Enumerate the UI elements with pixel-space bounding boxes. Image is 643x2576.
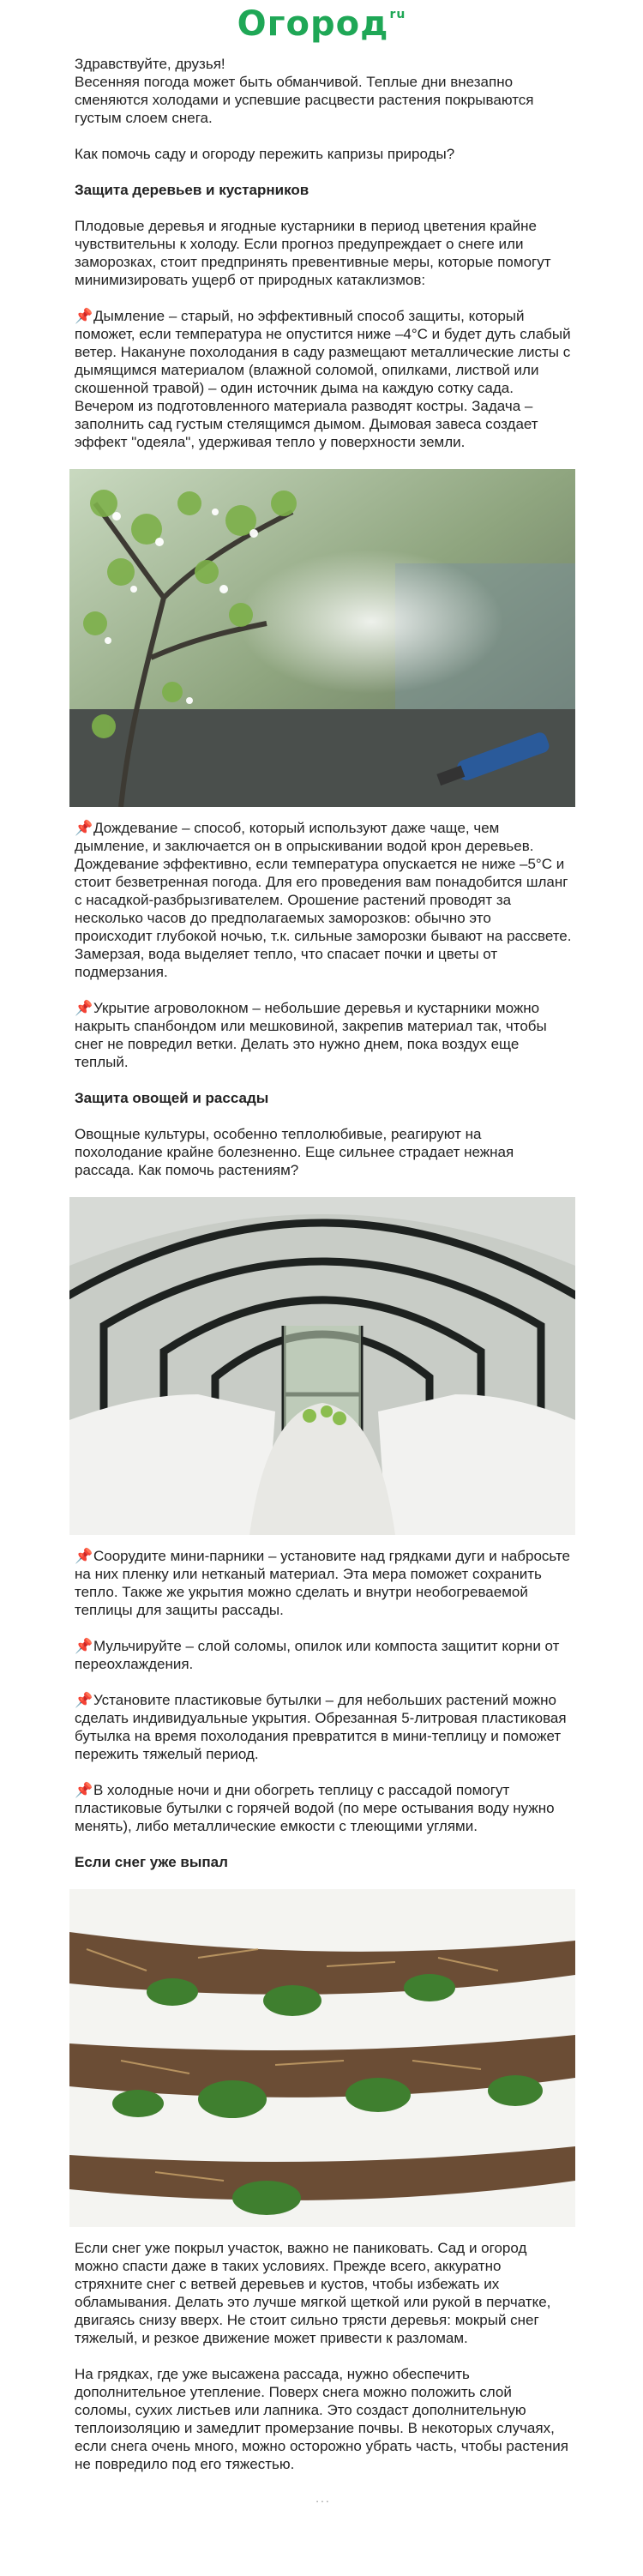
pushpin-icon: 📌 (75, 1548, 93, 1564)
pushpin-icon: 📌 (75, 1638, 93, 1654)
article-body (0, 48, 643, 2505)
pushpin-icon: 📌 (75, 1000, 93, 1016)
snow-p2: На грядках, где уже высажена рассада, нужно обеспечить дополнительное утепление. Поверх снега можно положить слой соломы, сухих листьев или лапника. Это создаст дополнительную теплоизоляцию и замедлит промерзание почвы. В некоторых случаях, если снега очень много, можно осторожно убрать часть, чтобы растения не повредило под его тяжестью. (75, 2366, 568, 2472)
logo-text: Огород (237, 4, 389, 44)
section-heading-trees: Защита деревьев и кустарников (75, 182, 309, 198)
section-heading-snow: Если снег уже выпал (75, 1854, 228, 1870)
tip-cover (75, 999, 572, 1071)
snowy-seedlings-photo (69, 1889, 575, 2227)
site-logo[interactable] (237, 4, 406, 44)
pushpin-icon: 📌 (75, 1782, 93, 1798)
pushpin-icon: 📌 (75, 820, 93, 836)
tip-bottles-text: Установите пластиковые бутылки – для небольших растений можно сделать индивидуальные укрытия. Обрезанная 5-литровая пластиковая бутылка на время похолодания превратится в мини-теплицу и поможет пережить тяжелый период. (75, 1692, 567, 1762)
tip-mulch (75, 1637, 572, 1673)
pushpin-icon: 📌 (75, 1692, 93, 1708)
tip-rain-text: Дождевание – способ, который используют даже чаще, чем дымление, и заключается он в опрыскивании водой крон деревьев. Дождевание эффективно, если температура опускается не ниже –5°С и стоит безветренная погода. Для его проведения вам понадобится шланг с насадкой-разбрызгивателем. Орошение растений проводят за несколько часов до предполагаемых заморозков: обычно это происходит глубокой ночью, т.к. сильные заморозки бывают на рассвете. Замерзая, вода выделяет тепло, что спасает почки и цветы от подмерзания. (75, 820, 572, 980)
tip-smoke-text: Дымление – старый, но эффективный способ защиты, который поможет, если температура не опустится ниже –4°С и будет дуть слабый ветер. Накануне похолодания в саду размещают металлические листы с дымящимся материалом (влажной соломой, опилками, листвой или скошенной травой) – один источник дыма на каждую сотку сада. Вечером из подготовленного материала разводят костры. Задача – заполнить сад густым стелящимся дымом. Дымовая завеса создает эффект "одеяла", удерживая тепло у поверхности земли. (75, 308, 571, 450)
tip-heat (75, 1781, 572, 1835)
sprinkler-photo (69, 469, 575, 807)
veg-intro: Овощные культуры, особенно теплолюбивые, реагируют на похолодание крайне болезненно. Еще сильнее страдает нежная рассада. Как помочь растениям? (75, 1126, 514, 1178)
logo-tld: ru (389, 8, 406, 21)
pushpin-icon: 📌 (75, 308, 93, 324)
greeting: Здравствуйте, друзья! (75, 56, 225, 72)
tip-smoke (75, 307, 572, 451)
tip-rain (75, 819, 572, 981)
trees-intro: Плодовые деревья и ягодные кустарники в период цветения крайне чувствительны к холоду. Если прогноз предупреждает о снеге или заморозках, стоит предпринять превентивные меры, которые помогут минимизировать ущерб от природных катаклизмов: (75, 218, 551, 288)
tip-cover-text: Укрытие агроволокном – небольшие деревья и кустарники можно накрыть спанбондом или мешковиной, закрепив материал так, чтобы снег не повредил ветки. Делать это нужно днем, пока воздух еще теплый. (75, 1000, 547, 1070)
header (0, 0, 643, 48)
tip-greenhouse (75, 1547, 572, 1619)
intro-lead: Весенняя погода может быть обманчивой. Теплые дни внезапно сменяются холодами и успевшие расцвести растения покрываются густым слоем снега. (75, 74, 534, 126)
snow-p1: Если снег уже покрыл участок, важно не паниковать. Сад и огород можно спасти даже в таких условиях. Прежде всего, аккуратно стряхните снег с ветвей деревьев и кустов, чтобы избежать их обламывания. Делать это лучше мягкой щеткой или рукой в перчатке, двигаясь снизу вверх. Не стоит сильно трясти деревья: мокрый снег тяжелый, и резкое движение может привести к разломам. (75, 2240, 551, 2346)
tip-bottles (75, 1691, 572, 1763)
greenhouse-photo (69, 1197, 575, 1535)
intro-question: Как помочь саду и огороду пережить капризы природы? (75, 146, 455, 162)
tip-mulch-text: Мульчируйте – слой соломы, опилок или компоста защитит корни от переохлаждения. (75, 1638, 560, 1672)
tip-heat-text: В холодные ночи и дни обогреть теплицу с рассадой помогут пластиковые бутылки с горячей водой (по мере остывания воду нужно менять), либо металлические емкости с тлеющими углями. (75, 1782, 555, 1834)
more-indicator: ... (315, 2491, 331, 2505)
section-heading-veg: Защита овощей и рассады (75, 1090, 269, 1106)
tip-greenhouse-text: Соорудите мини-парники – установите над грядками дуги и набросьте на них пленку или нетканый материал. Эта мера поможет сохранить тепло. Также же укрытия можно сделать и внутри необогреваемой теплицы для защиты рассады. (75, 1548, 571, 1618)
